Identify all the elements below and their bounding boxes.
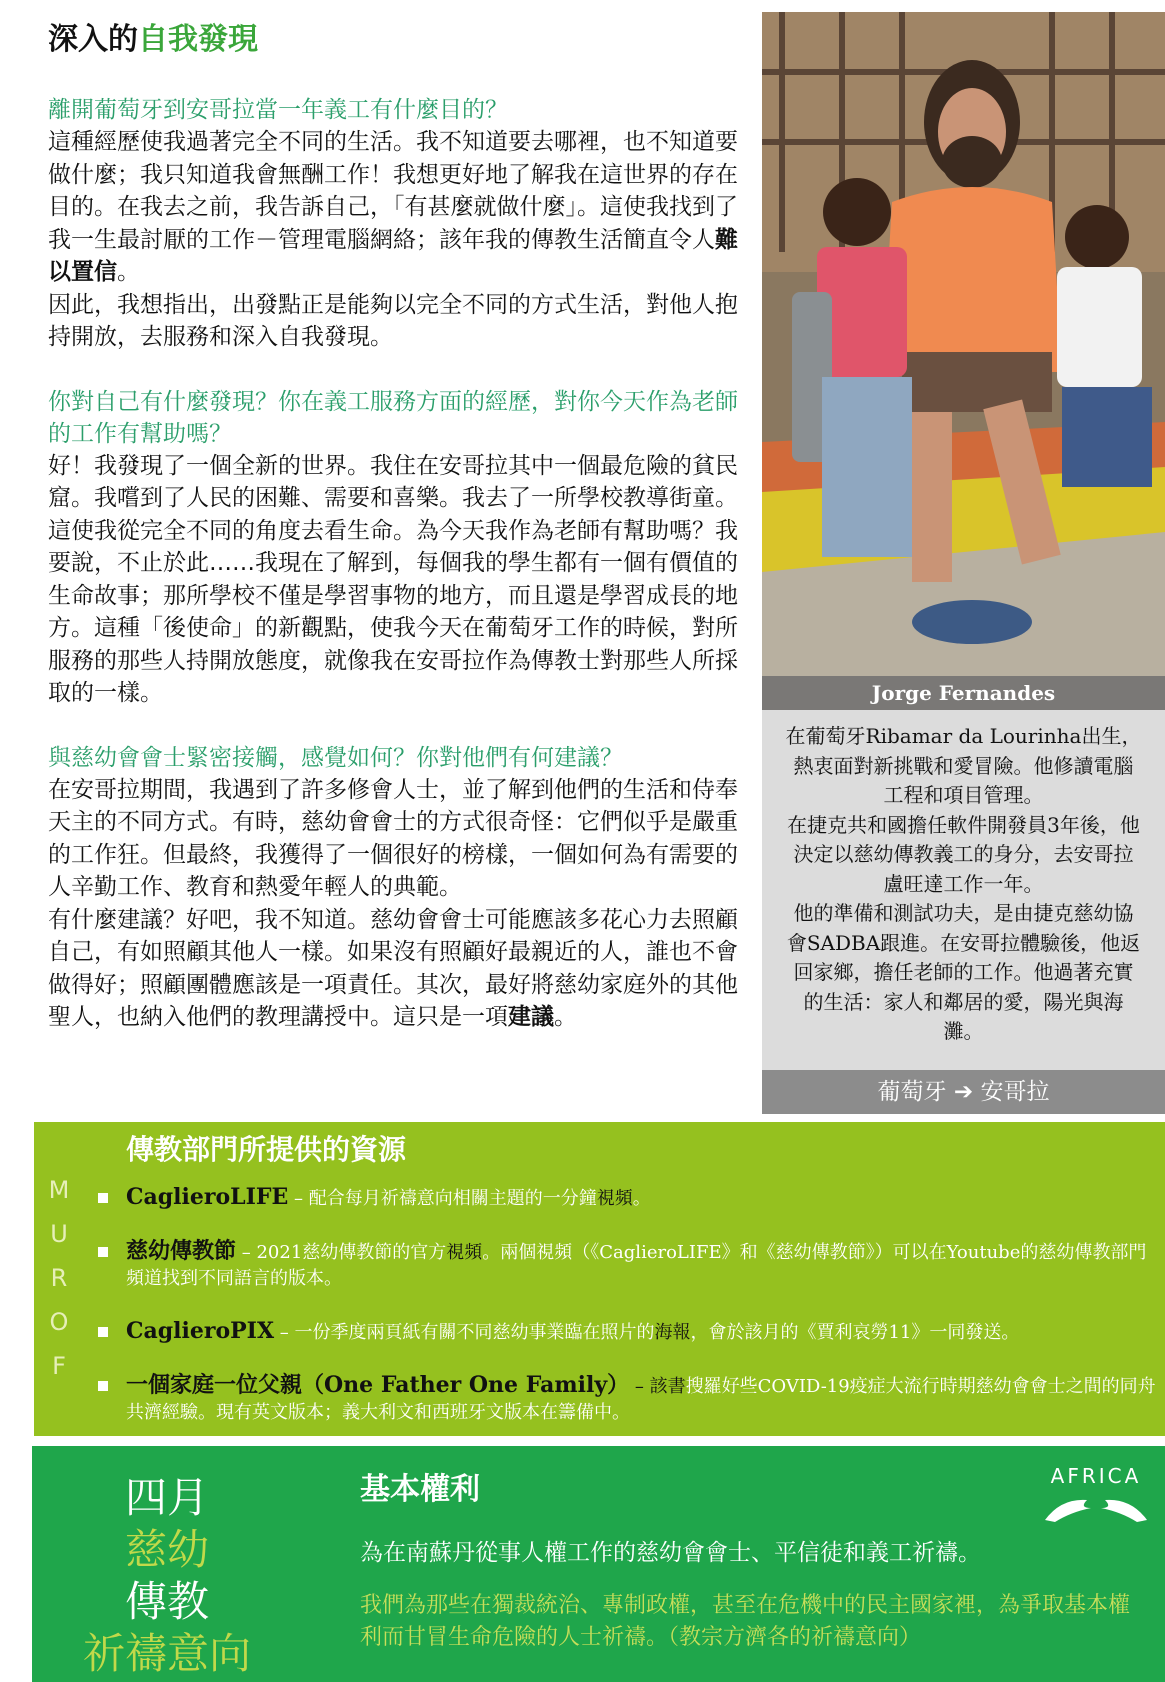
photo-man-shirt [882, 187, 1062, 372]
answer-1-bold: 難以置信 [48, 226, 738, 285]
resource-dash: – 該 [629, 1376, 668, 1397]
prayer-subtitle: 為在南蘇丹從事人權工作的慈幼會會士、平信徒和義工祈禱。 [360, 1540, 981, 1566]
forum-letter: R [50, 1264, 68, 1292]
photo-boy-right-head [1065, 205, 1129, 269]
resource-text-end: ，會於該月的《賈利哀勞11》一同發送。 [690, 1322, 1020, 1343]
prayer-intention-section [32, 1446, 1165, 1682]
resource-text: 配合每月祈禱意向相關主題的一分鐘 [308, 1188, 597, 1209]
resource-item [94, 1372, 1160, 1426]
photo-man-shorts [902, 352, 1052, 412]
resource-item [94, 1318, 1160, 1346]
qa-block-2 [48, 386, 738, 710]
month-line: 傳教 [124, 1577, 209, 1626]
answer-2: 好！我發現了一個全新的世界。我住在安哥拉其中一個最危險的貧民窟。我嚐到了人民的困難、需要和喜樂。我去了一所學校教導街童。這使我從完全不同的角度去看生命。為今天我作為老師有幫助嗎？我要說，不止於此……我現在了解到，每個我的學生都有一個有價值的生命故事；那所學校不僅是學習事物的地方，而且還是學習成長的地方。這種「後使命」的新觀點，使我今天在葡萄牙工作的時候，對所服務的那些人持開放態度，就像我在安哥拉作為傳教士對那些人所採取的一樣。 [48, 452, 738, 706]
photo-man-leg-left [912, 412, 952, 582]
photo-illustration [762, 12, 1165, 710]
answer-3-end: 。 [554, 1004, 577, 1030]
resource-dash: – [236, 1242, 257, 1263]
question-2: 你對自己有什麼發現？你在義工服務方面的經歷，對你今天作為老師的工作有幫助嗎？ [48, 388, 738, 447]
bio-paragraph-2: 在捷克共和國擔任軟件開發員3年後，他決定以慈幼傳教義工的身分，去安哥拉盧旺達工作一年。 [787, 812, 1140, 896]
title-highlight: 自我發現 [138, 22, 258, 57]
forum-letter: O [49, 1308, 69, 1336]
resource-link-word[interactable]: 視頻 [446, 1242, 483, 1263]
profile-sidebar [762, 12, 1165, 1114]
bullet-square [98, 1327, 108, 1337]
bio-3-bold: 安哥拉 [960, 930, 1021, 955]
resource-text: 一份季度兩頁紙有關不同慈幼事業臨在照片的 [294, 1322, 655, 1343]
photo-boy-right-jeans [1062, 387, 1152, 487]
africa-logo [1041, 1462, 1151, 1528]
resource-text-end: 搜羅好些COVID-19疫症大流行時期慈幼會會士之間的同舟共濟經驗。現有英文版本；義大利文和西班牙文版本在籌備中。 [126, 1376, 1156, 1423]
resource-item [94, 1238, 1160, 1292]
article-title [48, 18, 738, 62]
month-line: 祈禱意向 [82, 1629, 251, 1678]
photo-boy-left-head [823, 178, 891, 246]
resource-link-word[interactable]: 海報 [654, 1322, 691, 1343]
prayer-title: 基本權利 [360, 1472, 480, 1507]
qa-block-3 [48, 742, 738, 1034]
bullet-square [98, 1381, 108, 1391]
africa-logo-text: AFRICA [1050, 1464, 1142, 1488]
answer-1-end: 。 [117, 259, 140, 285]
resource-text-end: 。 [632, 1188, 651, 1209]
route-bar: 葡萄牙 ➔ 安哥拉 [762, 1070, 1165, 1114]
bio-3-pre: 他的準備和測試功夫，是由捷克慈幼協會SADBA跟進。在 [786, 901, 1134, 955]
bullet-square [98, 1247, 108, 1257]
resource-text-end: 。兩個視頻（《CaglieroLIFE》和《慈幼傳教節》）可以在Youtube的慈幼傳教部門頻道找到不同語言的版本。 [126, 1242, 1147, 1289]
resource-list [94, 1184, 1160, 1452]
bio-1-pre: 在 [785, 724, 806, 748]
answer-1-text: 這種經歷使我過著完全不同的生活。我不知道要去哪裡，也不知道要做什麼；我只知道我會無酬工作！我想更好地了解我在這世界的存在目的。在我去之前，我告訴自己，「有甚麼就做什麼」。這使我找到了我一生最討厭的工作－管理電腦網絡；該年我的傳教生活簡直令人 [48, 129, 738, 253]
resource-name: CaglieroPIX [126, 1318, 275, 1344]
answer-3-paragraph-1: 在安哥拉期間，我遇到了許多修會人士，並了解到他們的生活和侍奉天主的不同方式。有時，慈幼會會士的方式很奇怪：它們似乎是嚴重的工作狂。但最終，我獲得了一個很好的榜樣，一個如何為有需要的人辛勤工作、教育和熱愛年輕人的典範。 [48, 776, 738, 900]
resource-item [94, 1184, 1160, 1212]
article [48, 18, 738, 1066]
resource-text: 2021慈幼傳教節的官方 [256, 1242, 447, 1263]
bio-paragraph-3 [784, 899, 1143, 1047]
bio-3-post: 體驗後，他返回家鄉，擔任老師的工作。他過著充實的生活：家人和鄰居的愛，陽光與海灘。 [793, 930, 1141, 1043]
prayer-body: 我們為那些在獨裁統治、專制政權，甚至在危機中的民主國家裡，為爭取基本權利而甘冒生命危險的人士祈禱。（教宗方濟各的祈禱意向） [360, 1593, 1131, 1650]
answer-1-paragraph-2: 因此，我想指出，出發點正是能夠以完全不同的方式生活，對他人抱持開放，去服務和深入自我發現。 [48, 291, 738, 350]
resource-dash: – [274, 1322, 295, 1343]
answer-3-bold: 建議 [508, 1004, 554, 1030]
forum-section [34, 1122, 1165, 1436]
bio-paragraph-1 [784, 722, 1143, 811]
month-line: 慈幼 [124, 1525, 209, 1574]
resource-link-word[interactable]: 視頻 [596, 1188, 633, 1209]
answer-3-text: 有什麼建議？好吧，我不知道。慈幼會會士可能應該多花心力去照顧自己，有如照顧其他人一樣。如果沒有照顧好最親近的人，誰也不會做得好；照顧團體應該是一項責任。其次，最好將慈幼家庭外的其他聖人，也納入他們的教理講授中。這只是一項 [48, 906, 738, 1030]
forum-letter: F [52, 1352, 66, 1380]
answer-3-paragraph-2 [48, 904, 738, 1034]
photo-man-shoe [912, 600, 1032, 644]
resource-link-word[interactable]: 書 [667, 1376, 686, 1397]
profile-bio [762, 710, 1165, 1047]
forum-title: 傳教部門所提供的資源 [126, 1133, 407, 1166]
resource-name: 一個家庭一位父親（One Father One Family） [126, 1372, 630, 1398]
bullet-square [98, 1193, 108, 1203]
resource-name: CaglieroLIFE [126, 1184, 289, 1210]
resource-dash: – [288, 1188, 309, 1209]
question-1: 離開葡萄牙到安哥拉當一年義工有什麼目的？ [48, 97, 508, 123]
photo-boy-right-shirt [1057, 267, 1142, 387]
bio-1-post: Ribamar da Lourinha出生，熱衷面對新挑戰和愛冒險。他修讀電腦工程和項目管理。 [793, 724, 1142, 807]
qa-block-1 [48, 94, 738, 354]
title-prefix: 深入的 [48, 22, 138, 57]
forum-letter: U [50, 1220, 68, 1248]
prayer-month-label [72, 1472, 262, 1680]
question-3: 與慈幼會會士緊密接觸，感覺如何？你對他們有何建議？ [48, 744, 623, 771]
forum-letter: M [48, 1176, 70, 1204]
profile-photo [762, 12, 1165, 710]
bio-1-bold: 葡萄牙 [805, 724, 866, 748]
hands-icon [1041, 1490, 1151, 1524]
forum-vertical-label [44, 1168, 74, 1388]
photo-caption-name: Jorge Fernandes [762, 676, 1165, 710]
resource-name: 慈幼傳教節 [126, 1238, 237, 1264]
photo-man-beard [942, 136, 1002, 188]
photo-boy-left-jeans [822, 377, 912, 557]
month-line: 四月 [124, 1473, 209, 1522]
answer-1-paragraph-1 [48, 126, 738, 289]
